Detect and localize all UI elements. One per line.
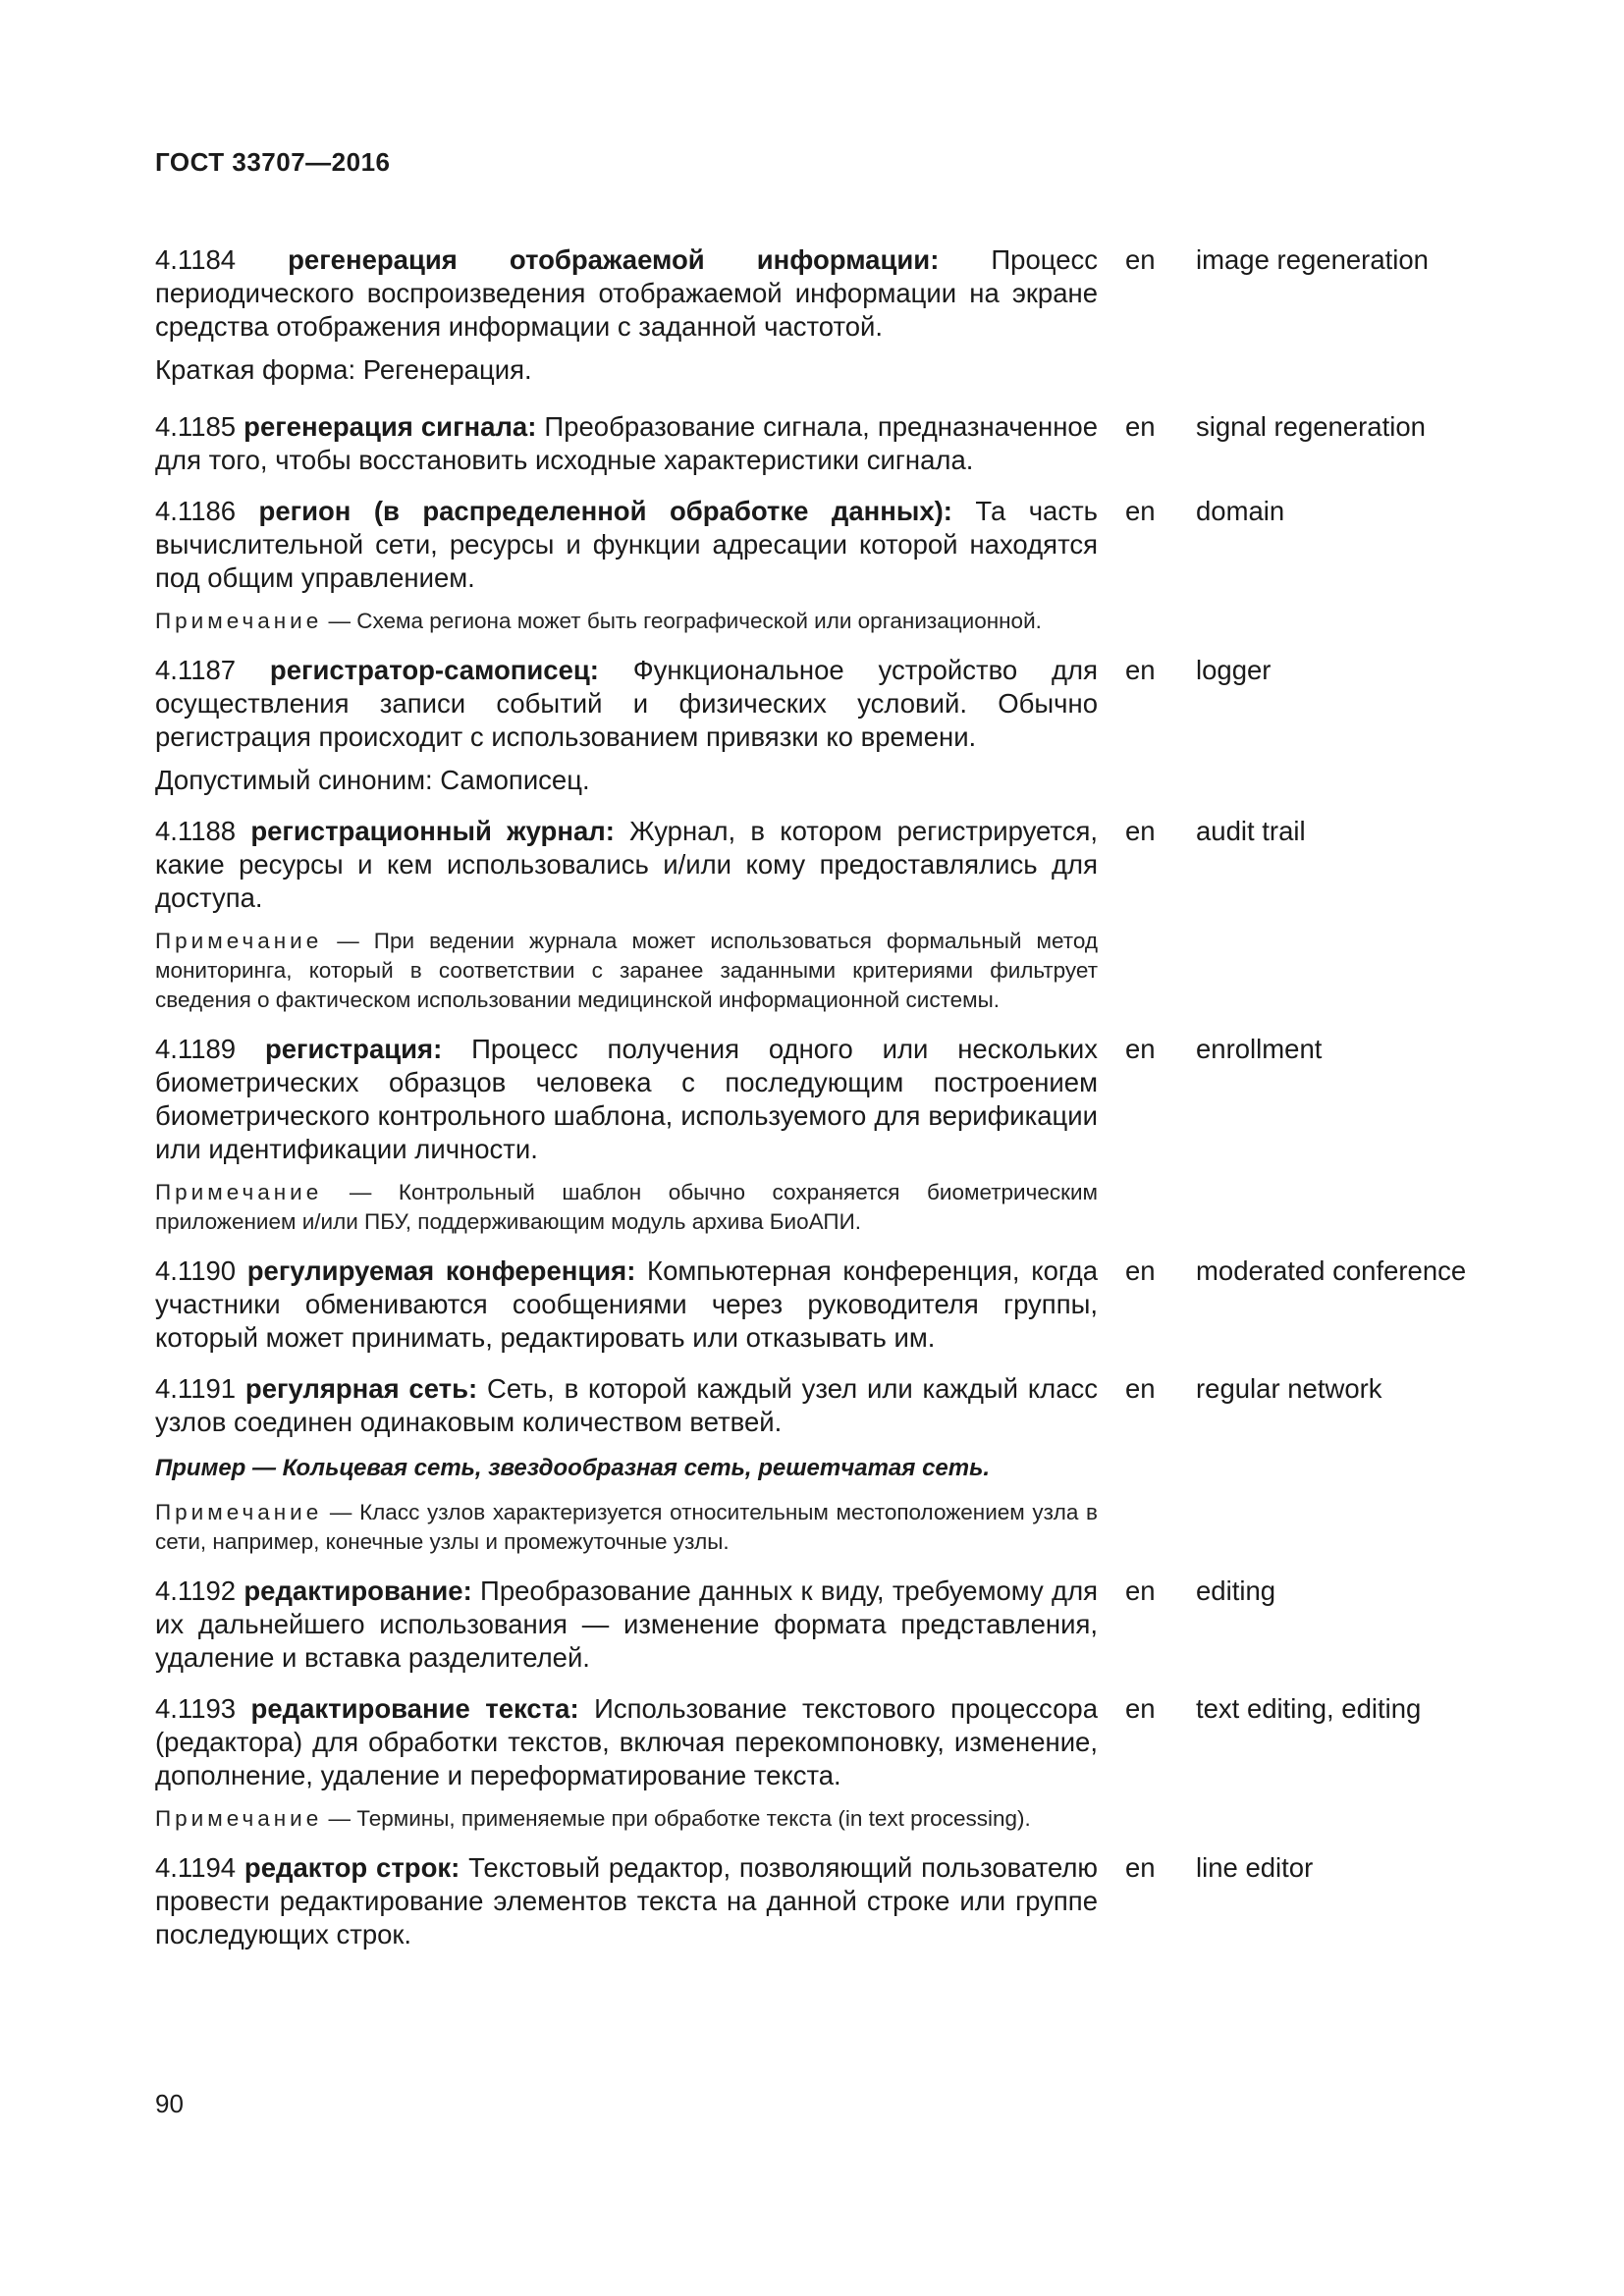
term-definition xyxy=(155,1575,1098,1675)
english-equivalent: text editing, editing xyxy=(1196,1693,1422,1724)
definition-text: Использование текстового процессора (редактора) для обработки текстов, включая перекомпоновку, изменение, дополнение, удаление и переформатирование текста. xyxy=(155,1693,1098,1790)
language-code: en xyxy=(1125,1373,1156,1404)
term-title: регенерация сигнала: xyxy=(244,411,537,442)
language-code: en xyxy=(1125,1852,1156,1883)
english-equivalent: line editor xyxy=(1196,1852,1314,1883)
term-definition xyxy=(155,1372,1098,1439)
term-body xyxy=(155,1851,1098,1951)
term-entry xyxy=(155,1575,1530,1675)
definition-text: Журнал, в котором регистрируется, какие ресурсы и кем использовались и/или кому предоставлялись для доступа. xyxy=(155,816,1098,913)
term-entry xyxy=(155,1851,1530,1951)
term-body xyxy=(155,1255,1098,1355)
english-equivalent: logger xyxy=(1196,655,1272,685)
english-equivalent: moderated conference xyxy=(1196,1255,1467,1286)
term-number: 4.1192 xyxy=(155,1575,237,1606)
note-label: Примечание xyxy=(155,609,323,633)
note-label: Примечание xyxy=(155,929,323,953)
language-code: en xyxy=(1125,1034,1156,1064)
document-header: ГОСТ 33707—2016 xyxy=(155,147,391,177)
language-code: en xyxy=(1125,411,1156,442)
english-equivalent: enrollment xyxy=(1196,1034,1323,1064)
term-number: 4.1191 xyxy=(155,1373,237,1404)
term-body xyxy=(155,1033,1098,1237)
term-number: 4.1186 xyxy=(155,496,237,526)
synonym: Допустимый синоним: Самописец. xyxy=(155,765,590,795)
english-equivalent: domain xyxy=(1196,496,1285,526)
term-title: регулируемая конференция: xyxy=(246,1255,636,1286)
note-label: Примечание xyxy=(155,1180,323,1204)
term-entry xyxy=(155,654,1530,797)
term-title: редактирование: xyxy=(244,1575,472,1606)
english-equivalent: signal regeneration xyxy=(1196,411,1426,442)
english-equivalent: regular network xyxy=(1196,1373,1382,1404)
term-number: 4.1187 xyxy=(155,655,237,685)
term-body xyxy=(155,1372,1098,1557)
english-equivalent: editing xyxy=(1196,1575,1276,1606)
term-title: регион (в распределенной обработке данных): xyxy=(258,496,952,526)
note-label: Примечание xyxy=(155,1500,323,1524)
term-title: регистратор-самописец: xyxy=(269,655,599,685)
note-text: — Термины, применяемые при обработке текста (in text processing). xyxy=(322,1806,1031,1831)
term-definition xyxy=(155,1255,1098,1355)
term-number: 4.1184 xyxy=(155,244,237,275)
term-entry xyxy=(155,495,1530,636)
definition-text: Преобразование сигнала, предназначенное для того, чтобы восстановить исходные характеристики сигнала. xyxy=(155,411,1098,475)
term-number: 4.1193 xyxy=(155,1693,237,1724)
term-entry xyxy=(155,1255,1530,1355)
term-number: 4.1189 xyxy=(155,1034,237,1064)
language-code: en xyxy=(1125,496,1156,526)
term-definition xyxy=(155,243,1098,344)
term-entry xyxy=(155,243,1530,387)
term-definition xyxy=(155,495,1098,595)
term-title: регистрационный журнал: xyxy=(250,816,615,846)
definition-text: Преобразование данных к виду, требуемому для их дальнейшего использования — изменение формата представления, удаление и вставка разделителей. xyxy=(155,1575,1099,1673)
short-form: Краткая форма: Регенерация. xyxy=(155,354,532,385)
term-body xyxy=(155,654,1098,797)
definition-text: Компьютерная конференция, когда участники обмениваются сообщениями через руководителя группы, который может принимать, редактировать или отказывать им. xyxy=(155,1255,1098,1353)
term-definition xyxy=(155,1033,1098,1166)
language-code: en xyxy=(1125,1693,1156,1724)
term-title: регенерация отображаемой информации: xyxy=(288,244,940,275)
term-number: 4.1190 xyxy=(155,1255,237,1286)
note-text: — Схема региона может быть географической или организационной. xyxy=(322,609,1042,633)
definition-text: Та часть вычислительной сети, ресурсы и функции адресации которой находятся под общим управлением. xyxy=(155,496,1099,593)
term-definition xyxy=(155,1692,1098,1792)
term-entries xyxy=(155,243,1530,1951)
term-entry xyxy=(155,410,1530,477)
term-entry xyxy=(155,1033,1530,1237)
term-definition xyxy=(155,815,1098,915)
note xyxy=(155,1804,1098,1834)
term-number: 4.1194 xyxy=(155,1852,237,1883)
term-title: регулярная сеть: xyxy=(244,1373,478,1404)
definition-text: Функциональное устройство для осуществления записи событий и физических условий. Обычно регистрация происходит с использованием привязки ко времени. xyxy=(155,655,1098,752)
definition-text: Сеть, в которой каждый узел или каждый класс узлов соединен одинаковым количеством ветвей. xyxy=(155,1373,1099,1437)
term-title: регистрация: xyxy=(264,1034,443,1064)
term-entry xyxy=(155,1692,1530,1834)
note-text: — Класс узлов характеризуется относительным местоположением узла в сети, например, конечные узлы и промежуточные узлы. xyxy=(155,1500,1098,1554)
term-definition xyxy=(155,1851,1098,1951)
term-body xyxy=(155,1575,1098,1675)
term-body xyxy=(155,815,1098,1015)
english-equivalent: audit trail xyxy=(1196,816,1306,846)
note xyxy=(155,607,1098,636)
note-label: Примечание xyxy=(155,1806,323,1831)
example: Пример — Кольцевая сеть, звездообразная сеть, решетчатая сеть. xyxy=(155,1455,991,1481)
term-entry xyxy=(155,1372,1530,1557)
note xyxy=(155,927,1098,1015)
language-code: en xyxy=(1125,816,1156,846)
note-text: — При ведении журнала может использоваться формальный метод мониторинга, который в соответствии с заранее заданными критериями фильтрует сведения о фактическом использовании медицинской информационной системы. xyxy=(155,929,1098,1012)
page-number: 90 xyxy=(155,2089,184,2118)
term-title: редактор строк: xyxy=(244,1852,460,1883)
term-body xyxy=(155,495,1098,636)
note-text: — Контрольный шаблон обычно сохраняется биометрическим приложением и/или ПБУ, поддерживающим модуль архива БиоАПИ. xyxy=(155,1180,1098,1234)
language-code: en xyxy=(1125,1255,1156,1286)
definition-text: Процесс получения одного или нескольких биометрических образцов человека с последующим построением биометрического контрольного шаблона, используемого для верификации или идентификации личности. xyxy=(155,1034,1099,1164)
term-number: 4.1188 xyxy=(155,816,237,846)
term-definition xyxy=(155,654,1098,754)
note xyxy=(155,1498,1098,1557)
language-code: en xyxy=(1125,1575,1156,1606)
language-code: en xyxy=(1125,655,1156,685)
term-body xyxy=(155,243,1098,387)
language-code: en xyxy=(1125,244,1156,275)
term-number: 4.1185 xyxy=(155,411,237,442)
note xyxy=(155,1178,1098,1237)
term-title: редактирование текста: xyxy=(250,1693,579,1724)
definition-text: Текстовый редактор, позволяющий пользователю провести редактирование элементов текста на данной строке или группе последующих строк. xyxy=(155,1852,1099,1949)
term-entry xyxy=(155,815,1530,1015)
term-definition xyxy=(155,410,1098,477)
english-equivalent: image regeneration xyxy=(1196,244,1429,275)
definition-text: Процесс периодического воспроизведения отображаемой информации на экране средства отображения информации с заданной частотой. xyxy=(155,244,1098,342)
term-body xyxy=(155,410,1098,477)
term-body xyxy=(155,1692,1098,1834)
